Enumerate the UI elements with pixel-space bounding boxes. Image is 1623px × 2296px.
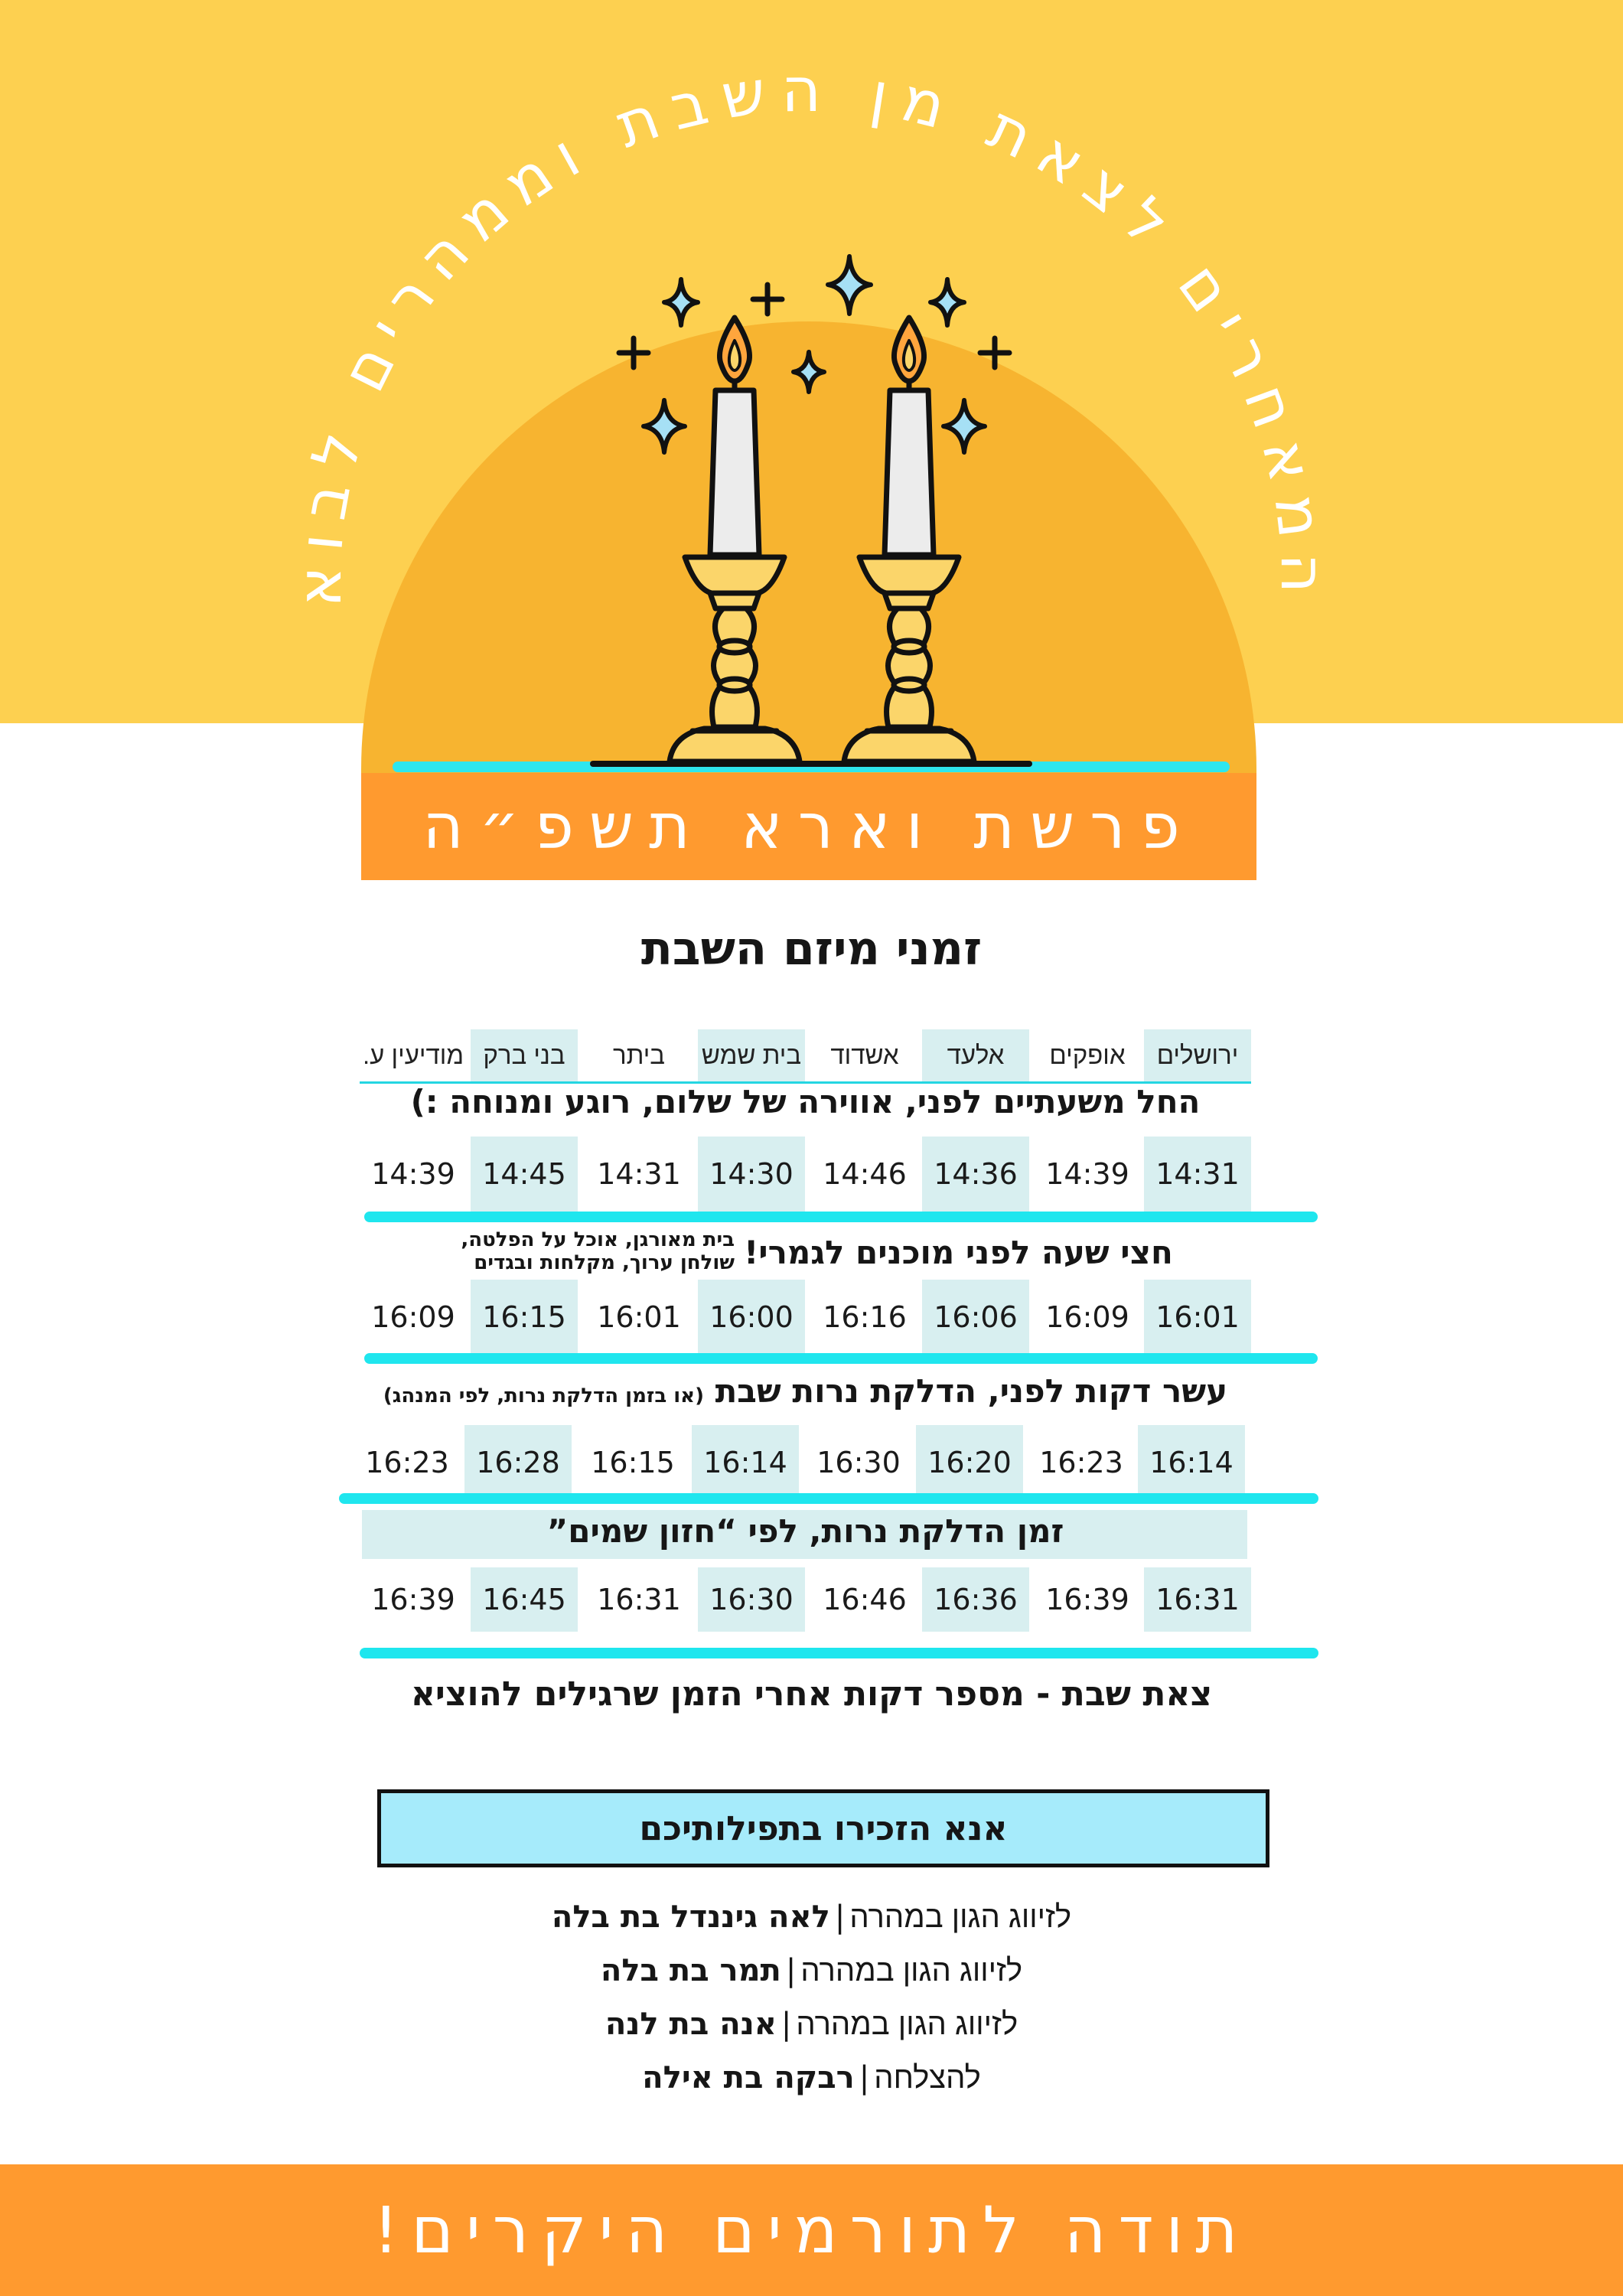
time-cell: 16:28: [464, 1425, 572, 1500]
time-cell: 16:16: [823, 1300, 907, 1334]
time-cell: 16:46: [823, 1583, 907, 1616]
prayer-reason: לזיווג הגון במהרה: [800, 1954, 1023, 1988]
row-2-times: [360, 1280, 1251, 1355]
separator: |: [834, 1900, 846, 1935]
shabbat-exit-note: צאת שבת - מספר דקות אחרי הזמן שרגילים להוציא: [410, 1675, 1213, 1714]
row-2-note-line-2: שולחן ערוך, מקלחות ובגדים: [474, 1251, 735, 1274]
row-divider: [360, 1648, 1318, 1658]
time-cell: 16:14: [1138, 1425, 1245, 1500]
times-section-title: זמני מיזם השבת: [640, 922, 983, 976]
time-cell: 16:23: [365, 1446, 449, 1479]
time-cell: 14:45: [471, 1137, 578, 1212]
separator: |: [781, 2007, 792, 2042]
time-cell: 16:39: [1045, 1583, 1129, 1616]
time-cell: 16:30: [816, 1446, 901, 1479]
row-2-note-line-1: בית מאורגן, אוכל על הפלטה,: [461, 1228, 735, 1251]
time-cell: 16:09: [371, 1300, 455, 1334]
time-cell: 14:30: [698, 1137, 805, 1212]
hero-arc-text: המאחרים לצאת מן השבת וממהרים לבוא: [283, 54, 1339, 608]
prayer-name: לאה גיננדל בת בלה: [551, 1900, 830, 1935]
row-3-heading-note: (או בזמן הדלקת נרות, לפי המנהג): [383, 1384, 704, 1407]
row-1-times: [360, 1137, 1251, 1212]
time-cell: 16:36: [922, 1567, 1029, 1632]
time-cell: 16:15: [591, 1446, 675, 1479]
prayer-name: אנה בת לנה: [605, 2007, 777, 2042]
row-1-heading: החל משעתיים לפני, אווירה של שלום, רוגע ומנוחה :): [410, 1083, 1201, 1120]
city-header: מודיעין ע.: [363, 1041, 464, 1069]
time-cell: 16:23: [1039, 1446, 1123, 1479]
list-item: [0, 1944, 1623, 1998]
time-cell: 16:31: [597, 1583, 681, 1616]
cities-header-row: [360, 1029, 1251, 1084]
time-cell: 16:06: [922, 1280, 1029, 1355]
separator: |: [785, 1953, 797, 1988]
time-cell: 16:20: [916, 1425, 1023, 1500]
time-cell: 16:01: [597, 1300, 681, 1334]
time-cell: 14:39: [371, 1157, 455, 1191]
time-cell: 16:39: [371, 1583, 455, 1616]
row-4-heading: זמן הדלקת נרות, לפי “חזון שמים”: [546, 1512, 1064, 1550]
time-cell: 16:00: [698, 1280, 805, 1355]
time-cell: 14:46: [823, 1157, 907, 1191]
time-cell: 16:15: [471, 1280, 578, 1355]
city-header: בית שמש: [698, 1029, 805, 1081]
city-header: ביתר: [612, 1041, 666, 1069]
row-3-times: [354, 1425, 1245, 1500]
row-divider: [364, 1353, 1318, 1364]
row-2-note: [459, 1228, 735, 1274]
time-cell: 14:31: [1144, 1137, 1251, 1212]
row-2-heading: חצי שעה לפני מוכנים לגמרי!: [744, 1234, 1173, 1271]
list-item: [0, 1998, 1623, 2051]
list-item: [0, 1890, 1623, 1944]
parasha-banner: [361, 773, 1256, 880]
prayer-title-box: [377, 1789, 1269, 1867]
city-header: אופקים: [1049, 1041, 1126, 1069]
row-4-times: [360, 1567, 1251, 1632]
row-3-heading-main: עשר דקות לפני, הדלקת נרות שבת: [715, 1372, 1228, 1410]
city-header: אלעד: [922, 1029, 1029, 1081]
parasha-title: פרשת וארא תשפ״ה: [422, 790, 1195, 863]
time-cell: 16:01: [1144, 1280, 1251, 1355]
prayer-name: רבקה בת אילה: [642, 2060, 855, 2095]
separator: |: [859, 2060, 870, 2095]
thanks-banner: [0, 2164, 1623, 2296]
prayer-reason: לזיווג הגון במהרה: [796, 2007, 1018, 2041]
time-cell: 16:30: [698, 1567, 805, 1632]
prayer-reason: להצלחה: [874, 2061, 981, 2095]
hero-illustration: [0, 0, 1623, 888]
city-header: אשדוד: [830, 1041, 899, 1069]
time-cell: 14:31: [597, 1157, 681, 1191]
row-3-heading: [360, 1372, 1251, 1410]
time-cell: 16:14: [692, 1425, 799, 1500]
prayer-reason: לזיווג הגון במהרה: [849, 1900, 1072, 1934]
city-header: בני ברק: [471, 1029, 578, 1081]
time-cell: 14:39: [1045, 1157, 1129, 1191]
time-cell: 16:09: [1045, 1300, 1129, 1334]
prayer-name: תמר בת בלה: [600, 1953, 781, 1988]
city-header: ירושלים: [1144, 1029, 1251, 1081]
row-divider: [339, 1493, 1318, 1504]
time-cell: 14:36: [922, 1137, 1029, 1212]
thanks-text: תודה לתורמים היקרים!: [373, 2193, 1250, 2268]
prayer-title: אנא הזכירו בתפילותיכם: [639, 1808, 1008, 1848]
time-cell: 16:31: [1144, 1567, 1251, 1632]
list-item: [0, 2051, 1623, 2105]
row-divider: [364, 1212, 1318, 1222]
time-cell: 16:45: [471, 1567, 578, 1632]
prayer-list: [0, 1890, 1623, 2105]
